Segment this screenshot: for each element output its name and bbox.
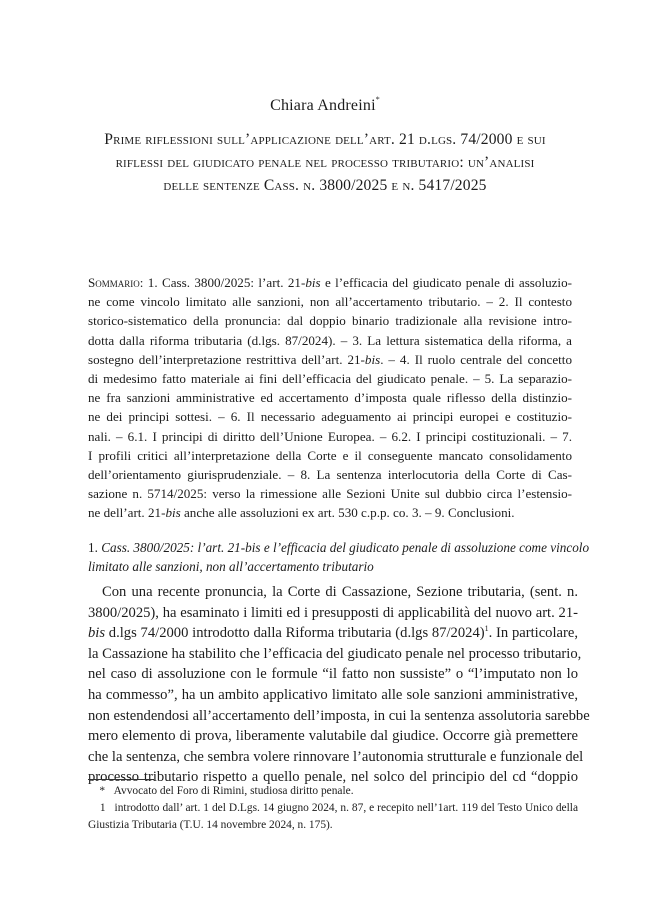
body-text: [88, 582, 590, 788]
summary-text: sazione n. 5714/2025: verso la rimessione alle Sezioni Unite sul dubbio circa l’estensio-: [88, 486, 572, 502]
author-line: [0, 95, 650, 115]
summary-text: anche alle assoluzioni ex art. 530 c.p.p. co. 3. – 9. Conclusioni.: [180, 505, 515, 521]
summary-text: bis: [305, 275, 321, 290]
body-line: [88, 747, 584, 768]
summary-text: Sommario: [88, 275, 140, 290]
summary-line: [88, 427, 572, 446]
footnote-continuation: Giustizia Tributaria (T.U. 14 novembre 2024, n. 175).: [88, 819, 333, 831]
body-text-run: processo tributario rispetto a quello penale, nel solco del principio del cd “doppio: [88, 769, 578, 786]
summary-line: [88, 484, 572, 503]
body-line: [88, 685, 578, 706]
footnote: [88, 800, 578, 817]
body-text-run: 3800/2025), ha esaminato i limiti ed i presupposti di applicabilità del nuovo art. 21-: [88, 604, 578, 621]
summary-text: dotta dalla riforma tributaria (d.lgs. 87/2024). – 3. La lettura sistematica della riforma, a: [88, 332, 572, 348]
section-heading-line: [88, 557, 578, 576]
summary-text: bis: [364, 351, 381, 367]
summary-text: storico-sistematico della pronuncia: dal doppio binario tradizionale alla revisione intro-: [88, 313, 572, 329]
body-text-run: bis: [88, 625, 106, 642]
footnote-ref: 1: [484, 624, 489, 634]
summary-line: [88, 350, 572, 369]
section-heading-line: [88, 538, 590, 557]
body-line: [88, 726, 578, 747]
summary-text: . – 4. Il ruolo centrale del concetto: [380, 351, 572, 367]
body-text-run: la Cassazione ha stabilito che l’efficacia del giudicato penale nel processo tributario,: [88, 645, 582, 662]
body-line: [88, 664, 578, 685]
summary-line: [88, 446, 572, 465]
body-text-run: nel caso di assoluzione con le formule “il fatto non sussiste” o “l’imputato non lo: [88, 666, 578, 683]
summary-text: : 1. Cass. 3800/2025: l’art. 21-: [139, 275, 306, 290]
summary-text: bis: [165, 505, 181, 521]
footnote-mark: 1: [99, 802, 106, 814]
summary-text: ne come vincolo limitato alle sanzioni, non all’accertamento tributario. – 2. Il contesto: [88, 294, 572, 310]
body-line: [88, 582, 578, 603]
title-line: Prime riflessioni sull’applicazione dell’art. 21 d.lgs. 74/2000 e sui: [104, 131, 546, 148]
summary-text: nali. – 6.1. I principi di diritto dell’Unione Europea. – 6.2. I principi costituzionali. – 7.: [88, 428, 572, 444]
title-line: riflessi del giudicato penale nel processo tributario: un’analisi: [115, 154, 535, 171]
summary-abstract: [88, 273, 572, 523]
footnote: [88, 783, 578, 800]
summary-text: sostegno dell’interpretazione restrittiva dell’art. 21-: [88, 351, 365, 367]
summary-line: [88, 503, 572, 522]
summary-text: di medesimo fatto materiale ai fini dell’efficacia del giudicato penale. – 5. La separazio-: [88, 371, 572, 387]
summary-line: [88, 407, 572, 426]
section-title-part: Cass. 3800/2025: l’art. 21-bis e l’efficacia del giudicato penale di assoluzione come vincolo: [101, 540, 590, 555]
body-line: [88, 706, 590, 727]
summary-line: [88, 273, 572, 292]
footnote-divider: [88, 779, 154, 780]
section-number: 1.: [88, 540, 98, 555]
body-line: [88, 603, 578, 624]
summary-text: ne fra sanzioni amministrative ed accertamento d’imposta quale riflesso della distinzio-: [88, 390, 572, 406]
summary-text: ne dell’art. 21-: [88, 505, 166, 521]
summary-line: [88, 465, 572, 484]
body-line: [88, 623, 578, 644]
summary-line: [88, 388, 572, 407]
body-text-run: . In particolare,: [488, 625, 578, 642]
body-text-run: d.lgs 74/2000 introdotto dalla Riforma tributaria (d.lgs 87/2024): [105, 625, 485, 642]
summary-text: I profili critici all’interpretazione della Corte e il conseguente mancato consolidamento: [88, 447, 572, 463]
body-text-run: che la sentenza, che sembra volere rinnovare l’autonomia strutturale e funzionale del: [88, 748, 584, 765]
summary-line: [88, 292, 572, 311]
footnote-text: introdotto dall’ art. 1 del D.Lgs. 14 giugno 2024, n. 87, e recepito nell’1art. 119 del Testo Unico della: [114, 802, 578, 814]
summary-text: ne dei principi sottesi. – 6. Il necessario adeguamento ai principi europei e costituzio-: [88, 409, 572, 425]
body-text-run: ha commesso”, ha un ambito applicativo limitato alle sole sanzioni amministrative,: [88, 686, 578, 703]
section-heading: [88, 538, 590, 576]
body-text-run: non estendendosi all’accertamento dell’imposta, in cui la sentenza assolutoria sarebbe: [88, 707, 590, 724]
footnote-text: Avvocato del Foro di Rimini, studiosa diritto penale.: [113, 785, 354, 797]
article-title: [60, 128, 590, 197]
summary-text: dell’orientamento giurisprudenziale. – 8. La sentenza interlocutoria della Corte di Cas-: [88, 467, 572, 483]
section-title-part: limitato alle sanzioni, non all’accertamento tributario: [88, 559, 374, 574]
author-name: Chiara Andreini: [270, 97, 376, 114]
summary-text: e l’efficacia del giudicato penale di assoluzio-: [320, 275, 572, 290]
title-line: delle sentenze Cass. n. 3800/2025 e n. 5417/2025: [163, 177, 487, 194]
body-text-run: mero elemento di prova, liberamente valutabile dal giudice. Occorre già premettere: [88, 728, 578, 745]
summary-line: [88, 369, 572, 388]
footnote-mark: *: [99, 785, 106, 797]
footnotes: [88, 783, 578, 834]
summary-line: [88, 331, 572, 350]
body-text-run: Con una recente pronuncia, la Corte di Cassazione, Sezione tributaria, (sent. n.: [102, 584, 578, 600]
summary-line: [88, 311, 572, 330]
body-line: [88, 644, 582, 665]
author-note-mark: *: [375, 95, 380, 104]
